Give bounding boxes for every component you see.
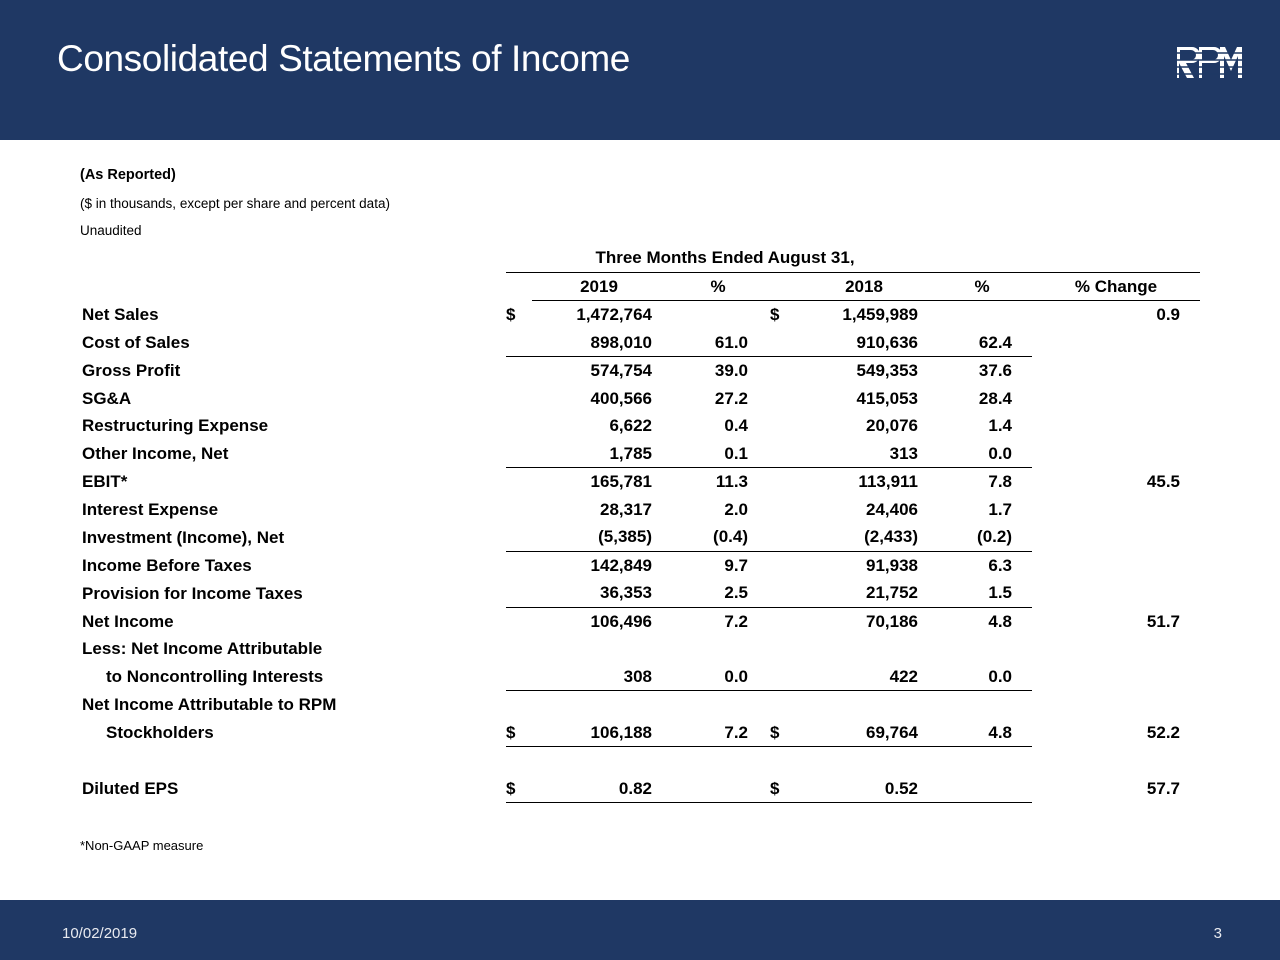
- row-value-2019: 28,317: [600, 499, 652, 519]
- table-row: [80, 579, 1200, 607]
- row-value-2018: 1,459,989: [842, 305, 918, 324]
- row-label: Other Income, Net: [82, 444, 229, 463]
- row-value-2019: 574,754: [590, 361, 652, 380]
- row-change: [1032, 329, 1200, 357]
- row-label: SG&A: [82, 388, 132, 408]
- row-value-2019: 106,496: [590, 611, 652, 631]
- row-label: Provision for Income Taxes: [82, 583, 303, 603]
- row-label: to Noncontrolling Interests: [106, 667, 324, 686]
- row-pct-2019: 0.0: [666, 663, 770, 691]
- col-header-pct1: %: [666, 272, 770, 301]
- row-currency-2: [770, 385, 796, 413]
- row-currency-2: [770, 496, 796, 524]
- as-reported-label: (As Reported): [80, 167, 176, 183]
- row-value-2018: 0.52: [796, 775, 932, 803]
- table-row: [80, 607, 1200, 635]
- row-currency-2: [770, 357, 796, 385]
- row-currency-1: [506, 523, 532, 551]
- row-label: Cost of Sales: [82, 333, 190, 352]
- table-row: [80, 523, 1200, 551]
- col-header-pct2: %: [932, 272, 1032, 301]
- row-pct-2019: 7.2: [724, 611, 748, 631]
- row-value-2019: 142,849: [590, 555, 652, 575]
- row-change: [1032, 691, 1200, 719]
- row-pct-2018: 1.7: [988, 499, 1012, 519]
- col-header-year2: 2018: [796, 272, 932, 301]
- row-value-2018: 21,752: [796, 579, 932, 607]
- row-change: [1032, 412, 1200, 440]
- row-currency-2: [770, 551, 796, 579]
- row-currency-2: [770, 635, 796, 663]
- spacer-cell: [932, 244, 1032, 272]
- row-pct-2019: [666, 301, 770, 329]
- spacer-cell: [666, 747, 770, 775]
- row-pct-2018: 1.4: [988, 416, 1012, 435]
- row-pct-2018: 7.8: [988, 472, 1012, 491]
- row-value-2018: 910,636: [796, 329, 932, 357]
- row-currency-1: [506, 329, 532, 357]
- row-currency-1: [506, 496, 532, 524]
- row-label: Net Income Attributable to RPM: [82, 695, 337, 714]
- footer-date: 10/02/2019: [62, 925, 138, 942]
- row-value-2018: 20,076: [866, 416, 918, 435]
- row-value-2018: [796, 635, 932, 663]
- row-pct-2019: 61.0: [666, 329, 770, 357]
- row-currency-1: [506, 468, 532, 496]
- row-pct-2019: [666, 775, 770, 803]
- row-pct-2019: 39.0: [714, 361, 748, 380]
- row-currency-2: [770, 579, 796, 607]
- row-value-2018: 113,911: [858, 472, 918, 491]
- spacer-cell: [80, 244, 506, 272]
- row-pct-2018: 0.0: [932, 440, 1032, 468]
- row-change: [1032, 357, 1200, 385]
- row-value-2019: 898,010: [532, 329, 666, 357]
- row-currency-1: [506, 607, 532, 635]
- row-pct-2019: 2.0: [724, 499, 748, 519]
- row-label: Net Income: [82, 611, 174, 631]
- row-pct-2019: 7.2: [666, 719, 770, 747]
- row-value-2019: 36,353: [532, 579, 666, 607]
- row-currency-2: $: [770, 719, 796, 747]
- table-row: [80, 719, 1200, 747]
- row-pct-2018: [932, 775, 1032, 803]
- row-pct-2018: 62.4: [932, 329, 1032, 357]
- row-value-2019: 1,785: [532, 440, 666, 468]
- row-change: 51.7: [1146, 611, 1180, 631]
- row-pct-2019: 2.5: [666, 579, 770, 607]
- row-value-2019: 106,188: [532, 719, 666, 747]
- row-value-2018: 24,406: [866, 499, 918, 519]
- table-row: [80, 385, 1200, 413]
- row-label: Investment (Income), Net: [82, 527, 285, 547]
- row-currency-2: [770, 607, 796, 635]
- spacer-cell: [80, 747, 506, 775]
- row-pct-2018: 1.5: [932, 579, 1032, 607]
- units-label: ($ in thousands, except per share and percent data): [80, 196, 390, 211]
- spacer-cell: [770, 272, 796, 301]
- row-pct-2018: 0.0: [932, 663, 1032, 691]
- footer-band: [0, 900, 1280, 960]
- row-label: Interest Expense: [82, 499, 219, 519]
- row-change: [1032, 663, 1200, 691]
- row-label: Less: Net Income Attributable: [82, 639, 323, 658]
- col-header-change: % Change: [1032, 272, 1200, 301]
- rpm-logo-icon: [1176, 46, 1242, 80]
- row-currency-2: [770, 440, 796, 468]
- table-row: [80, 329, 1200, 357]
- row-change: 52.2: [1146, 723, 1180, 742]
- row-label: Gross Profit: [82, 361, 181, 380]
- row-change: [1032, 635, 1200, 663]
- row-pct-2019: 9.7: [724, 555, 748, 575]
- row-currency-2: $: [770, 775, 796, 803]
- row-pct-2018: 4.8: [932, 719, 1032, 747]
- row-value-2018: [796, 691, 932, 719]
- row-value-2018: 313: [796, 440, 932, 468]
- row-label: EBIT*: [82, 472, 128, 491]
- row-currency-1: [506, 440, 532, 468]
- spacer-cell: [80, 272, 506, 301]
- table-row: [80, 691, 1200, 719]
- row-pct-2018: 28.4: [978, 388, 1012, 408]
- row-value-2018: (2,433): [796, 523, 932, 551]
- row-currency-1: [506, 579, 532, 607]
- row-value-2018: 415,053: [856, 388, 918, 408]
- row-change: [1032, 496, 1200, 524]
- table-row: [80, 440, 1200, 468]
- row-pct-2019: 27.2: [714, 388, 748, 408]
- row-pct-2019: (0.4): [666, 523, 770, 551]
- row-change: [1032, 579, 1200, 607]
- row-change: [1032, 551, 1200, 579]
- row-value-2018: 549,353: [856, 361, 918, 380]
- row-currency-2: [770, 412, 796, 440]
- spacer-cell: [532, 747, 666, 775]
- row-pct-2018: (0.2): [932, 523, 1032, 551]
- row-pct-2019: 0.4: [724, 416, 748, 435]
- spacer-cell: [770, 747, 796, 775]
- row-value-2019: 308: [532, 663, 666, 691]
- row-pct-2019: 11.3: [715, 472, 748, 491]
- row-pct-2018: 37.6: [978, 361, 1012, 380]
- row-currency-2: $: [770, 305, 780, 324]
- unaudited-label: Unaudited: [80, 223, 142, 238]
- table-period-header-row: [80, 244, 1200, 272]
- row-pct-2018: 6.3: [988, 555, 1012, 575]
- row-change: [1032, 440, 1200, 468]
- table-row: [80, 468, 1200, 496]
- row-label: Restructuring Expense: [82, 416, 269, 435]
- row-pct-2018: [932, 691, 1032, 719]
- row-change: [1032, 523, 1200, 551]
- table-spacer-row: [80, 747, 1200, 775]
- row-pct-2019: [666, 691, 770, 719]
- spacer-cell: [1032, 747, 1200, 775]
- row-value-2018: 91,938: [866, 555, 918, 575]
- row-value-2019: [532, 691, 666, 719]
- row-currency-2: [770, 468, 796, 496]
- row-value-2019: 6,622: [609, 416, 652, 435]
- page-title: Consolidated Statements of Income: [57, 38, 630, 79]
- table-row: [80, 412, 1200, 440]
- spacer-cell: [506, 244, 532, 272]
- spacer-cell: [796, 747, 932, 775]
- table-row: [80, 635, 1200, 663]
- row-currency-2: [770, 329, 796, 357]
- table-row: [80, 496, 1200, 524]
- row-value-2019: 0.82: [532, 775, 666, 803]
- row-label: Net Sales: [82, 305, 159, 324]
- row-currency-1: $: [506, 305, 516, 324]
- row-pct-2018: 4.8: [988, 611, 1012, 631]
- row-currency-2: [770, 691, 796, 719]
- row-change: 0.9: [1156, 305, 1180, 324]
- row-label: Diluted EPS: [82, 779, 179, 798]
- table-row: [80, 301, 1200, 329]
- row-value-2018: 422: [796, 663, 932, 691]
- row-currency-1: $: [506, 719, 532, 747]
- row-value-2018: 69,764: [796, 719, 932, 747]
- table-row: [80, 357, 1200, 385]
- spacer-cell: [932, 747, 1032, 775]
- row-change: 57.7: [1146, 779, 1180, 798]
- row-currency-1: $: [506, 775, 532, 803]
- period-header: Three Months Ended August 31,: [532, 244, 932, 272]
- row-change: [1032, 385, 1200, 413]
- row-currency-2: [770, 523, 796, 551]
- row-pct-2019: [666, 635, 770, 663]
- col-header-year1: 2019: [532, 272, 666, 301]
- row-currency-1: [506, 663, 532, 691]
- row-currency-1: [506, 357, 532, 385]
- row-currency-1: [506, 385, 532, 413]
- row-label: Stockholders: [106, 723, 214, 742]
- row-currency-1: [506, 412, 532, 440]
- row-label: Income Before Taxes: [82, 555, 252, 575]
- spacer-cell: [506, 272, 532, 301]
- row-value-2019: 400,566: [590, 388, 652, 408]
- table-row: [80, 663, 1200, 691]
- spacer-cell: [1032, 244, 1200, 272]
- row-currency-1: [506, 691, 532, 719]
- row-value-2019: [532, 635, 666, 663]
- row-pct-2018: [932, 635, 1032, 663]
- row-currency-1: [506, 551, 532, 579]
- row-currency-2: [770, 663, 796, 691]
- row-value-2018: 70,186: [866, 611, 918, 631]
- row-currency-1: [506, 635, 532, 663]
- table-row: [80, 551, 1200, 579]
- table-row: [80, 775, 1200, 803]
- row-value-2019: 165,781: [590, 472, 652, 491]
- spacer-cell: [506, 747, 532, 775]
- row-value-2019: 1,472,764: [576, 305, 652, 324]
- table-column-header-row: [80, 272, 1200, 301]
- footer-page-number: 3: [1213, 925, 1222, 942]
- row-pct-2019: 0.1: [666, 440, 770, 468]
- footnote: *Non-GAAP measure: [80, 838, 204, 853]
- income-statement-table: [80, 244, 1200, 803]
- row-value-2019: (5,385): [532, 523, 666, 551]
- row-change: 45.5: [1146, 472, 1180, 491]
- row-pct-2018: [932, 301, 1032, 329]
